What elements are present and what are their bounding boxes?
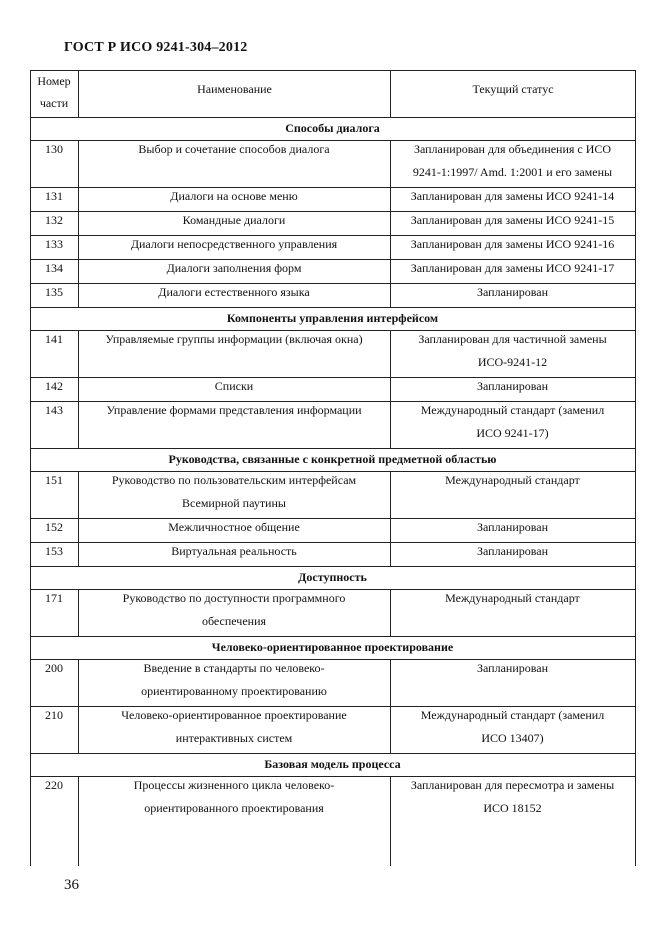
- part-status-line: Запланирован для замены ИСО 9241-17: [410, 261, 615, 275]
- part-number: 134: [45, 261, 63, 275]
- part-name-line: обеспечения: [201, 614, 267, 628]
- part-number: 135: [45, 285, 63, 299]
- table-rule: [390, 471, 391, 566]
- part-name-line: Процессы жизненного цикла человеко-: [133, 778, 335, 792]
- part-status-line: Запланирован для пересмотра и замены: [410, 778, 615, 792]
- part-status: [394, 375, 631, 398]
- table-rule: [30, 307, 636, 308]
- part-number: 171: [45, 591, 63, 605]
- part-status-line: Международный стандарт: [445, 591, 580, 605]
- table-rule: [390, 70, 391, 117]
- table-rule: [30, 753, 636, 754]
- part-name: [82, 328, 386, 351]
- part-number: 151: [45, 473, 63, 487]
- part-name: [82, 185, 386, 208]
- table-rule: [30, 401, 636, 402]
- table-rule: [635, 70, 636, 866]
- table-rule: [78, 659, 79, 753]
- part-status-line: ИСО 9241-17): [476, 426, 549, 440]
- part-number: 210: [45, 708, 63, 722]
- part-name-line: Списки: [214, 379, 254, 393]
- table-rule: [30, 70, 636, 71]
- part-name: [82, 704, 386, 750]
- part-status: [394, 257, 631, 280]
- table-rule: [30, 659, 636, 660]
- status-table: [30, 70, 635, 866]
- table-rule: [30, 448, 636, 449]
- table-rule: [390, 659, 391, 753]
- part-name: [82, 233, 386, 256]
- part-name-line: Введение в стандарты по человеко-: [143, 661, 325, 675]
- part-status: [394, 399, 631, 445]
- part-status-line: Запланирован: [476, 520, 548, 534]
- part-name-line: интерактивных систем: [175, 731, 293, 745]
- column-header-number: [30, 72, 78, 116]
- part-status-line: Запланирован для замены ИСО 9241-14: [410, 189, 615, 203]
- part-status-line: Запланирован: [476, 379, 548, 393]
- part-status: [394, 657, 631, 680]
- column-header-status: Текущий статус: [472, 82, 554, 96]
- part-name-line: Межличностное общение: [168, 520, 300, 534]
- part-name-line: Руководство по пользовательским интерфейсам: [111, 473, 357, 487]
- part-status: [394, 774, 631, 820]
- part-name-line: Руководство по доступности программного: [122, 591, 346, 605]
- part-name: [82, 516, 386, 539]
- part-name-line: Виртуальная реальность: [171, 544, 297, 558]
- part-status: [394, 281, 631, 304]
- part-status: [394, 516, 631, 539]
- part-status: [394, 540, 631, 563]
- part-number: 141: [45, 332, 63, 346]
- document-title: ГОСТ Р ИСО 9241-304–2012: [64, 40, 248, 55]
- part-number: 143: [45, 403, 63, 417]
- part-name: [82, 540, 386, 563]
- part-status-line: Запланирован: [476, 544, 548, 558]
- part-number: 142: [45, 379, 63, 393]
- table-rule: [390, 140, 391, 307]
- part-status-line: Международный стандарт (заменил: [420, 708, 605, 722]
- part-status-line: ИСО 18152: [483, 801, 542, 815]
- part-number: 152: [45, 520, 63, 534]
- table-rule: [390, 776, 391, 866]
- table-rule: [30, 706, 636, 707]
- part-name-line: Диалоги на основе меню: [170, 189, 298, 203]
- part-status-line: Запланирован для частичной замены: [418, 332, 607, 346]
- part-status-line: ИСО 13407): [481, 731, 544, 745]
- part-number: 131: [45, 189, 63, 203]
- part-name: [82, 375, 386, 398]
- part-number: 133: [45, 237, 63, 251]
- part-status: [394, 328, 631, 374]
- part-name: [82, 257, 386, 280]
- section-heading: Доступность: [298, 570, 367, 584]
- table-rule: [78, 330, 79, 448]
- section-heading: Компоненты управления интерфейсом: [226, 311, 439, 325]
- table-rule: [30, 566, 636, 567]
- part-name: [82, 281, 386, 304]
- part-name: [82, 774, 386, 820]
- part-name-line: Выбор и сочетание способов диалога: [138, 142, 330, 156]
- table-rule: [30, 187, 636, 188]
- part-number: 200: [45, 661, 63, 675]
- part-name-line: Управляемые группы информации (включая окна): [105, 332, 363, 346]
- table-rule: [30, 259, 636, 260]
- table-rule: [390, 330, 391, 448]
- table-rule: [30, 283, 636, 284]
- part-status-line: Международный стандарт (заменил: [420, 403, 605, 417]
- part-status: [394, 138, 631, 184]
- part-status: [394, 704, 631, 750]
- part-status: [394, 587, 631, 610]
- part-name-line: Человеко-ориентированное проектирование: [121, 708, 347, 722]
- table-rule: [78, 140, 79, 307]
- part-status-line: ИСО-9241-12: [477, 355, 548, 369]
- column-header-number-line2: части: [39, 96, 69, 110]
- table-rule: [30, 235, 636, 236]
- part-status-line: Запланирован для объединения с ИСО: [413, 142, 612, 156]
- part-name-line: Командные диалоги: [182, 213, 286, 227]
- table-rule: [78, 70, 79, 117]
- part-name: [82, 399, 386, 422]
- table-rule: [78, 589, 79, 636]
- part-status: [394, 469, 631, 492]
- part-name: [82, 587, 386, 633]
- part-name: [82, 657, 386, 703]
- part-status: [394, 209, 631, 232]
- table-rule: [78, 471, 79, 566]
- part-status-line: Запланирован: [476, 661, 548, 675]
- table-rule: [30, 542, 636, 543]
- column-header-number-line1: Номер: [37, 74, 71, 88]
- part-name: [82, 469, 386, 515]
- table-rule: [30, 377, 636, 378]
- section-heading: Руководства, связанные с конкретной предметной областью: [168, 452, 497, 466]
- part-name-line: Управление формами представления информации: [106, 403, 362, 417]
- table-rule: [78, 776, 79, 866]
- table-rule: [30, 636, 636, 637]
- part-status-line: Запланирован для замены ИСО 9241-15: [410, 213, 615, 227]
- table-rule: [30, 330, 636, 331]
- part-status: [394, 185, 631, 208]
- part-status-line: 9241-1:1997/ Amd. 1:2001 и его замены: [412, 165, 613, 179]
- part-number: 130: [45, 142, 63, 156]
- part-status-line: Международный стандарт: [445, 473, 580, 487]
- part-name-line: Всемирной паутины: [182, 496, 286, 510]
- table-rule: [30, 471, 636, 472]
- table-rule: [30, 518, 636, 519]
- section-heading: Базовая модель процесса: [264, 757, 401, 771]
- part-name-line: Диалоги заполнения форм: [166, 261, 302, 275]
- column-header-name: Наименование: [197, 82, 272, 96]
- table-rule: [30, 589, 636, 590]
- table-rule: [390, 589, 391, 636]
- part-number: 132: [45, 213, 63, 227]
- part-status: [394, 233, 631, 256]
- part-name: [82, 138, 386, 161]
- part-name-line: Диалоги естественного языка: [158, 285, 310, 299]
- part-name-line: ориентированного проектирования: [144, 801, 324, 815]
- table-rule: [30, 776, 636, 777]
- part-status-line: Запланирован: [476, 285, 548, 299]
- part-number: 153: [45, 544, 63, 558]
- page-number: 36: [64, 877, 79, 893]
- table-rule: [30, 211, 636, 212]
- part-status-line: Запланирован для замены ИСО 9241-16: [410, 237, 615, 251]
- part-number: 220: [45, 778, 63, 792]
- part-name-line: ориентированному проектированию: [141, 684, 327, 698]
- table-rule: [30, 117, 636, 118]
- table-rule: [30, 140, 636, 141]
- section-heading: Человеко-ориентированное проектирование: [211, 640, 454, 654]
- part-name: [82, 209, 386, 232]
- table-rule: [30, 70, 31, 866]
- part-name-line: Диалоги непосредственного управления: [130, 237, 338, 251]
- section-heading: Способы диалога: [285, 121, 380, 135]
